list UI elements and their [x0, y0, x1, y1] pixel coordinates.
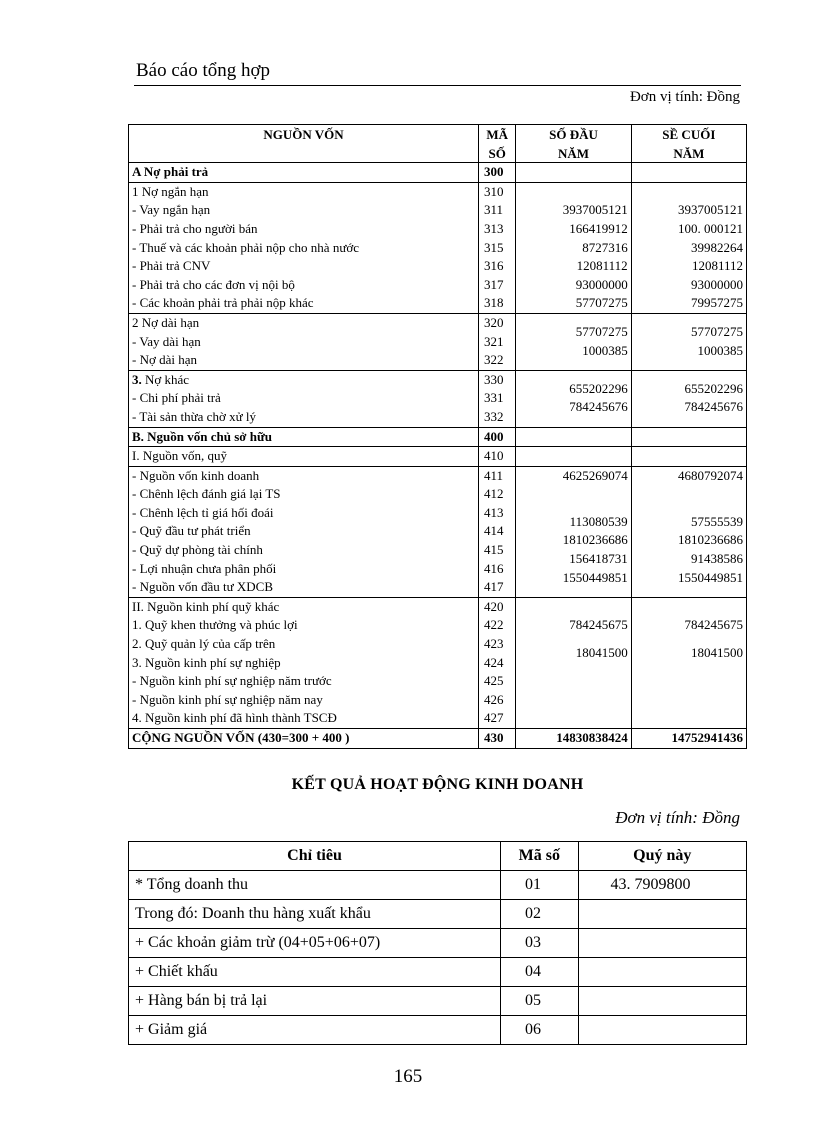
total-label: CỘNG NGUỒN VỐN (430=300 + 400 ) — [129, 729, 479, 749]
results-item: * Tổng doanh thu — [129, 871, 501, 900]
short-term-start: 3937005121 166419912 8727316 12081112 93000000 57707275 — [516, 182, 631, 313]
table-row — [129, 1016, 747, 1045]
header-code: MÃ SỐ — [479, 125, 516, 163]
capital-fund-code: 410 — [479, 447, 516, 467]
results-value — [578, 1016, 746, 1045]
section-b-label: B. Nguồn vốn chủ sở hữu — [129, 427, 479, 447]
header-source: NGUỒN VỐN — [129, 125, 479, 163]
results-header-item: Chỉ tiêu — [129, 842, 501, 871]
results-header-row — [129, 842, 747, 871]
short-term-codes: 310 311 313 315 316 317 318 — [479, 182, 516, 313]
results-item: + Các khoản giảm trừ (04+05+06+07) — [129, 929, 501, 958]
other-funds-labels: II. Nguồn kinh phí quỹ khác 1. Quỹ khen thưởng và phúc lợi 2. Quỹ quản lý của cấp trên 3. Nguồn kinh phí sự nghiệp - Nguồn kinh phí sự nghiệp năm trước - Nguồn kinh phí sự nghiệp năm nay 4. Nguồn kinh phí đã hình thành TSCĐ — [129, 597, 479, 728]
results-code: 06 — [501, 1016, 579, 1045]
other-funds-start: 784245675 18041500 — [516, 597, 631, 728]
results-item: + Giảm giá — [129, 1016, 501, 1045]
section-b-code: 400 — [479, 427, 516, 447]
table-row — [129, 900, 747, 929]
results-value: 43. 7909800 — [578, 871, 746, 900]
other-funds-group — [129, 597, 747, 728]
capital-items-codes: 411 412 413 414 415 416 417 — [479, 466, 516, 597]
results-value — [578, 900, 746, 929]
header-rule — [134, 85, 741, 86]
other-funds-end: 784245675 18041500 — [631, 597, 746, 728]
long-term-labels: 2 Nợ dài hạn - Vay dài hạn - Nợ dài hạn — [129, 313, 479, 370]
capital-items-start: 4625269074 113080539 1810236686 156418731 1550449851 — [516, 466, 631, 597]
balance-sheet-unit: Đơn vị tính: Đồng — [629, 89, 740, 105]
balance-sheet-table — [128, 124, 747, 749]
section-a-label: A Nợ phải trả — [129, 163, 479, 183]
results-code: 03 — [501, 929, 579, 958]
results-value — [578, 958, 746, 987]
table-row — [129, 929, 747, 958]
capital-items-labels: - Nguồn vốn kinh doanh - Chênh lệch đánh giá lại TS - Chênh lệch tỉ giá hối đoái - Quỹ đầu tư phát triển - Quỹ dự phòng tài chính - Lợi nhuận chưa phân phối - Nguồn vốn đầu tư XDCB — [129, 466, 479, 597]
table-row — [129, 958, 747, 987]
other-debt-end: 655202296 784245676 — [631, 370, 746, 427]
results-item: Trong đó: Doanh thu hàng xuất khẩu — [129, 900, 501, 929]
capital-items-group — [129, 466, 747, 597]
table-row — [129, 987, 747, 1016]
other-debt-start: 655202296 784245676 — [516, 370, 631, 427]
capital-items-end: 4680792074 57555539 1810236686 91438586 1550449851 — [631, 466, 746, 597]
long-term-start: 57707275 1000385 — [516, 313, 631, 370]
results-unit: Đơn vị tính: Đồng — [615, 808, 740, 827]
header-start-of-year: SỐ ĐẦU NĂM — [516, 125, 631, 163]
results-value — [578, 987, 746, 1016]
total-code: 430 — [479, 729, 516, 749]
other-funds-codes: 420 422 423 424 425 426 427 — [479, 597, 516, 728]
balance-sheet-header-row — [129, 125, 747, 163]
results-value — [578, 929, 746, 958]
section-a-code: 300 — [479, 163, 516, 183]
results-item: + Chiết khấu — [129, 958, 501, 987]
page-number: 165 — [393, 1066, 423, 1087]
section-a-row — [129, 163, 747, 183]
other-debt-labels: 3. Nợ khác - Chi phí phải trả - Tài sản thừa chờ xử lý — [129, 370, 479, 427]
results-title: KẾT QUẢ HOẠT ĐỘNG KINH DOANH — [291, 776, 584, 793]
capital-fund-label: I. Nguồn vốn, quỹ — [129, 447, 479, 467]
short-term-end: 3937005121 100. 000121 39982264 12081112 93000000 79957275 — [631, 182, 746, 313]
table-row — [129, 871, 747, 900]
report-header-title: Báo cáo tổng hợp — [136, 60, 271, 81]
total-start: 14830838424 — [516, 729, 631, 749]
total-end: 14752941436 — [631, 729, 746, 749]
total-row — [129, 729, 747, 749]
results-code: 02 — [501, 900, 579, 929]
section-b-row — [129, 427, 747, 447]
long-term-codes: 320 321 322 — [479, 313, 516, 370]
results-code: 01 — [501, 871, 579, 900]
header-end-of-year: SỀ CUỐI NĂM — [631, 125, 746, 163]
results-header-value: Quý này — [578, 842, 746, 871]
results-code: 04 — [501, 958, 579, 987]
results-item: + Hàng bán bị trả lại — [129, 987, 501, 1016]
long-term-debt-group — [129, 313, 747, 370]
short-term-labels: 1 Nợ ngắn hạn - Vay ngắn hạn - Phải trả cho người bán - Thuế và các khoản phải nộp cho nhà nước - Phải trả CNV - Phải trả cho các đơn vị nội bộ - Các khoản phải trả phải nộp khác — [129, 182, 479, 313]
results-table — [128, 841, 747, 1045]
other-debt-group — [129, 370, 747, 427]
short-term-debt-group — [129, 182, 747, 313]
long-term-end: 57707275 1000385 — [631, 313, 746, 370]
results-code: 05 — [501, 987, 579, 1016]
capital-fund-row — [129, 447, 747, 467]
results-header-code: Mã số — [501, 842, 579, 871]
other-debt-codes: 330 331 332 — [479, 370, 516, 427]
